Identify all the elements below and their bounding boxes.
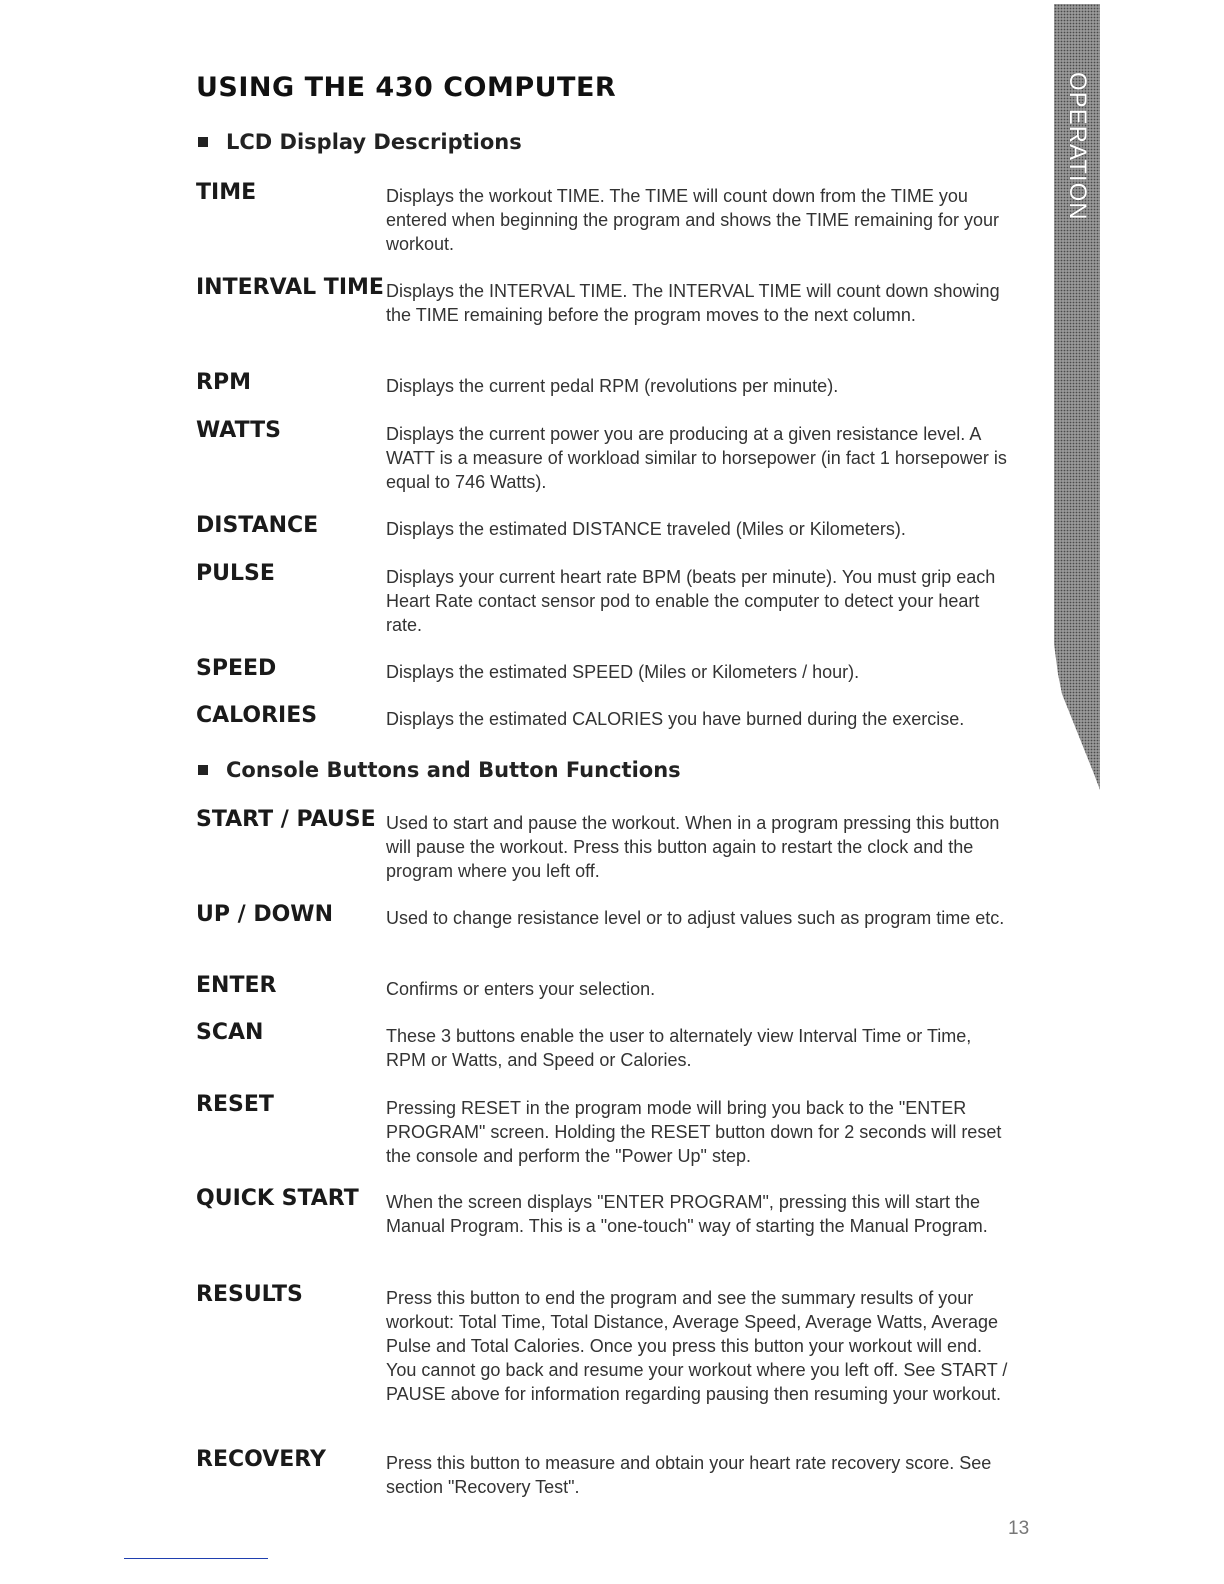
footer-rule [124, 1558, 268, 1559]
term-description: Press this button to measure and obtain your heart rate recovery score. See section "Recovery Test". [386, 1453, 992, 1497]
side-tab-label: OPERATION [1064, 72, 1091, 221]
term-label: SCAN [196, 1020, 264, 1045]
lcd-section-heading [196, 130, 522, 154]
term-label: CALORIES [196, 703, 318, 728]
term-label: QUICK START [196, 1186, 359, 1211]
page-title: USING THE 430 COMPUTER [196, 72, 617, 103]
term-label: DISTANCE [196, 513, 319, 538]
term-label: RESULTS [196, 1282, 303, 1307]
buttons-heading-text: Console Buttons and Button Functions [226, 758, 681, 782]
term-description: Used to start and pause the workout. When in a program pressing this button will pause the workout. Press this button again to restart the clock and the program where you left off. [386, 813, 1000, 881]
term-label: TIME [196, 180, 257, 205]
term-description: Used to change resistance level or to adjust values such as program time etc. [386, 908, 1005, 928]
term-label: RESET [196, 1092, 274, 1117]
term-description: When the screen displays "ENTER PROGRAM", pressing this will start the Manual Program. This is a "one-touch" way of starting the Manual Program. [386, 1192, 988, 1236]
term-label: INTERVAL TIME [196, 275, 384, 300]
term-description: Displays the estimated SPEED (Miles or Kilometers / hour). [386, 662, 860, 682]
term-label: WATTS [196, 418, 281, 443]
term-label: UP / DOWN [196, 902, 333, 927]
term-label: RECOVERY [196, 1447, 326, 1472]
term-label: PULSE [196, 561, 275, 586]
term-description: Displays the current pedal RPM (revolutions per minute). [386, 376, 839, 396]
term-description: Displays your current heart rate BPM (beats per minute). You must grip each Heart Rate contact sensor pod to enable the computer to detect your heart rate. [386, 567, 996, 635]
page-number: 13 [1008, 1518, 1030, 1539]
term-description: Pressing RESET in the program mode will bring you back to the "ENTER PROGRAM" screen. Holding the RESET button down for 2 seconds will reset the console and perform the "Power Up" step. [386, 1098, 1002, 1166]
buttons-section-heading [196, 758, 681, 782]
term-description: Displays the estimated DISTANCE traveled (Miles or Kilometers). [386, 519, 906, 539]
term-description: These 3 buttons enable the user to alternately view Interval Time or Time, RPM or Watts, and Speed or Calories. [386, 1026, 972, 1070]
term-description: Confirms or enters your selection. [386, 979, 656, 999]
term-label: START / PAUSE [196, 807, 376, 832]
term-description: Displays the workout TIME. The TIME will count down from the TIME you entered when beginning the program and shows the TIME remaining for your workout. [386, 186, 1000, 254]
lcd-heading-text: LCD Display Descriptions [226, 130, 522, 154]
term-description: Displays the current power you are producing at a given resistance level. A WATT is a measure of workload similar to horsepower (in fact 1 horsepower is equal to 746 Watts). [386, 424, 1007, 492]
term-label: ENTER [196, 973, 277, 998]
term-description: Displays the INTERVAL TIME. The INTERVAL TIME will count down showing the TIME remaining before the program moves to the next column. [386, 281, 1000, 325]
term-description: Press this button to end the program and see the summary results of your workout: Total Time, Total Distance, Average Speed, Average Watts, Average Pulse and Total Calories. Once you press this button your workout will end. You cannot go back and resume your workout where you left off. See START / PAUSE above for information regarding pausing then resuming your workout. [386, 1288, 1008, 1404]
term-description: Displays the estimated CALORIES you have burned during the exercise. [386, 709, 965, 729]
term-label: RPM [196, 370, 251, 395]
square-bullet-icon [198, 765, 208, 775]
square-bullet-icon [198, 137, 208, 147]
term-label: SPEED [196, 656, 277, 681]
